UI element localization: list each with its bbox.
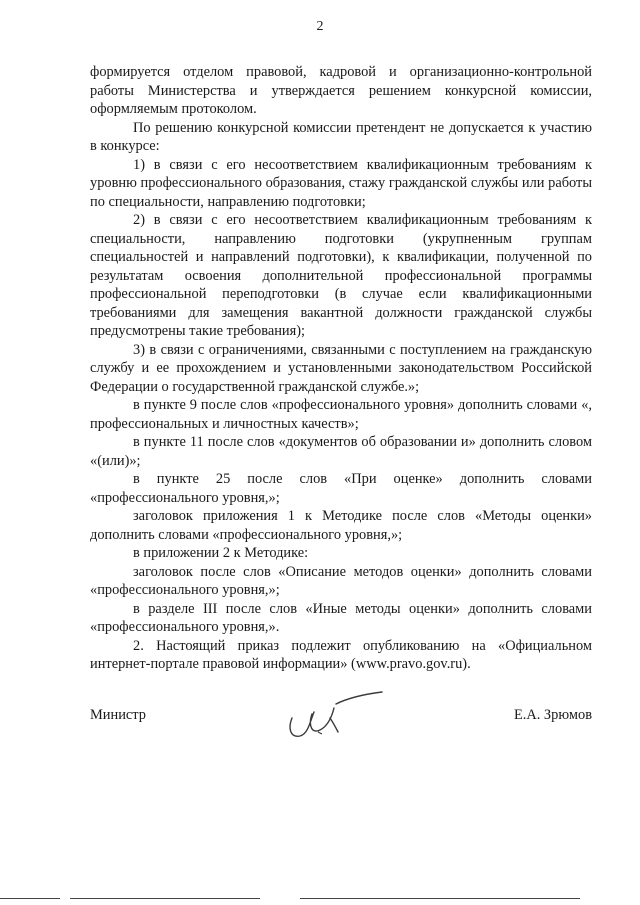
paragraph-appendix-2-heading: заголовок после слов «Описание методов оценки» дополнить словами «профессионального уровня,»; <box>90 563 592 598</box>
paragraph-publication: 2. Настоящий приказ подлежит опубликованию на «Официальном интернет-портале правовой информации» (www.pravo.gov.ru). <box>90 637 592 672</box>
paragraph-item-25: в пункте 25 после слов «При оценке» дополнить словами «профессионального уровня,»; <box>90 471 592 506</box>
scan-footer-line-left <box>0 898 60 899</box>
handwritten-signature <box>278 688 388 742</box>
paragraph-reason-3: 3) в связи с ограничениями, связанными с поступлением на гражданскую службу и ее прохождением и установленными законодательством Российской Федерации о государственной гражданской службе.»; <box>90 341 592 395</box>
paragraph-rejection-intro: По решению конкурсной комиссии претендент не допускается к участию в конкурсе: <box>90 119 592 154</box>
scan-footer-line-right <box>300 898 580 899</box>
scan-footer-line-middle <box>70 898 260 899</box>
paragraph-appendix-2: в приложении 2 к Методике: <box>133 545 309 561</box>
document-body <box>90 63 592 674</box>
paragraph-appendix-1: заголовок приложения 1 к Методике после слов «Методы оценки» дополнить словами «профессионального уровня,»; <box>90 508 592 543</box>
paragraph-continuation: формируется отделом правовой, кадровой и организационно-контрольной работы Министерства и утверждается решением конкурсной комиссии, оформляемым протоколом. <box>90 64 592 117</box>
signatory-name: Е.А. Зрюмов <box>513 707 592 723</box>
paragraph-reason-1: 1) в связи с его несоответствием квалификационным требованиям к уровню профессионального образования, стажу гражданской службы или работы по специальности, направлению подготовки; <box>90 156 592 210</box>
paragraph-item-9: в пункте 9 после слов «профессионального уровня» дополнить словами «, профессиональных и личностных качеств»; <box>90 397 592 432</box>
signatory-title: Министр <box>90 707 146 723</box>
paragraph-section-3: в разделе III после слов «Иные методы оценки» дополнить словами «профессионального уровня,». <box>90 600 592 635</box>
paragraph-item-11: в пункте 11 после слов «документов об образовании и» дополнить словом «(или)»; <box>90 434 592 469</box>
paragraph-reason-2: 2) в связи с его несоответствием квалификационным требованиям к специальности, направлению подготовки (укрупненным группам специальностей и направлений подготовки), к квалификации, полученной по результатам освоения дополнительной профессиональной программы профессиональной переподготовки (в случае если квалификационными требованиями для замещения вакантной должности гражданской службы предусмотрены такие требования); <box>90 212 592 339</box>
page-number: 2 <box>316 19 324 34</box>
